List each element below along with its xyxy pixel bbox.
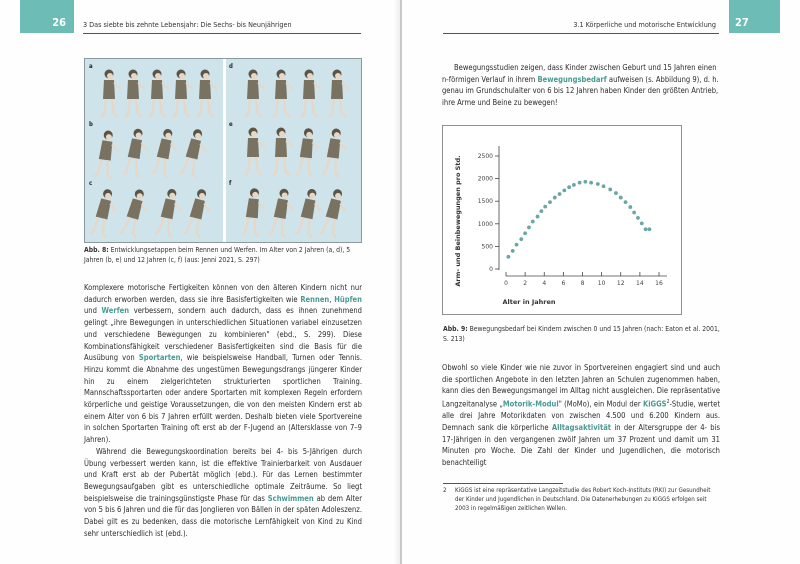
figure-9-chart bbox=[442, 125, 682, 315]
y-axis-label: Arm- und Beinbewegungen pro Std. bbox=[454, 155, 462, 287]
text-run: , wie beispielsweise Handball, Turnen oder Tennis. Hinzu kommt die Abnahme des ungestümen Bewegungsdrangs jüngerer Kinder hin zu einem zielgerichteten strukturierten sportlichen Training. Mannschaftssportarten oder andere Sportarten mit komplexen Regeln erfordern körperliche und geistige Voraussetzungen, die von den meisten Kindern erst ab einem Alter von 6 bis 7 Jahren erfüllt werden. Deshalb bieten viele Sportvereine in solchen Sportarten Training oft erst ab der F-Jugend an (Altersklasse von 7–9 Jahren). bbox=[84, 353, 362, 445]
svg-text:12: 12 bbox=[616, 280, 625, 287]
text-run: ab dem Alter von 5 bis 6 Jahren und die für das Jonglieren von Bällen in der späten Adoleszenz. Dabei gilt es zu bedenken, dass die motorische Lernfähigkeit von Kind zu Kind sehr unterschiedlich ist (ebd.). bbox=[84, 493, 362, 538]
text-run: Komplexere motorische Fertigkeiten können von den älteren Kindern nicht nur dadurch erworben werden, dass sie ihre Basisfertigkeiten wie bbox=[84, 283, 362, 304]
figure-8-caption bbox=[84, 245, 364, 265]
paragraph bbox=[442, 62, 720, 109]
footnote-marker: 2 bbox=[666, 399, 670, 406]
left-body-text bbox=[84, 282, 362, 539]
text-run: und bbox=[84, 306, 102, 316]
footnote-text: KiGGS ist eine repräsentative Langzeitstudie des Robert Koch-Instituts (RKI) zur Gesundheit der Kinder und Jugendlichen in Deutschland. Die Datenerhebungen zu KiGGS erfolgen seit 2003 in regelmäßigen zeitlichen Wellen. bbox=[455, 487, 711, 512]
text-run: , bbox=[329, 294, 335, 304]
svg-text:10: 10 bbox=[597, 280, 606, 287]
svg-text:6: 6 bbox=[561, 280, 566, 287]
text-run: -Studie, wertet alle drei Jahre Motorikdaten von zwischen 4.500 und 6.200 Kindern aus. Demnach sank die körperliche bbox=[442, 399, 721, 433]
keyword-kiggs: KiGGS bbox=[642, 399, 667, 409]
keyword-rennen: Rennen bbox=[300, 294, 330, 304]
text-run: in der Altersgruppe der 4- bis 17-Jährigen in den vergangenen zwölf Jahren um 37 Prozent und damit um 31 Minuten pro Woche. Die Zahl der Kinder und Jugendlichen, die motorisch benachteiligt bbox=[442, 423, 720, 468]
caption-text: Entwicklungsetappen beim Rennen und Werfen. Im Alter von 2 Jahren (a, d), 5 Jahren (b, e) und 12 Jahren (c, f) (aus: Jenni 2021, S. 297) bbox=[84, 246, 351, 264]
panel-label-d: d bbox=[229, 63, 233, 70]
paragraph bbox=[84, 446, 362, 540]
footnote-rule bbox=[443, 483, 563, 484]
keyword-motorik-modul: Motorik-Modul bbox=[502, 399, 559, 409]
svg-text:0: 0 bbox=[504, 280, 508, 287]
right-intro-text bbox=[442, 62, 720, 109]
x-axis-label: Alter in Jahren bbox=[502, 298, 556, 306]
svg-text:2500: 2500 bbox=[477, 153, 493, 160]
keyword-sportarten: Sportarten bbox=[138, 353, 181, 363]
right-body-text bbox=[442, 362, 720, 469]
page-number: 27 bbox=[735, 16, 749, 29]
footnote bbox=[443, 486, 721, 513]
book-gutter bbox=[400, 0, 402, 564]
text-run: aufweisen (s. Abbildung 9), d. h. genau im Grundschulalter von 6 bis 12 Jahren haben Kinder den größten Antrieb, ihre Arme und Beine zu bewegen! bbox=[442, 74, 719, 108]
svg-text:1000: 1000 bbox=[477, 220, 493, 228]
header-rule-right bbox=[443, 33, 719, 34]
keyword-bewegungsbedarf: Bewegungsbedarf bbox=[537, 74, 607, 84]
figure-9-caption bbox=[443, 324, 723, 344]
panel-label-a: a bbox=[89, 63, 93, 70]
panel-label-b: b bbox=[89, 121, 93, 128]
paragraph bbox=[442, 362, 720, 469]
panel-label-c: c bbox=[89, 180, 93, 187]
running-head-right: 3.1 Körperliche und motorische Entwicklung bbox=[573, 20, 716, 29]
caption-label: Abb. 8: bbox=[84, 246, 109, 254]
text-run: Obwohl so viele Kinder wie nie zuvor in Sportvereinen engagiert sind und auch die sportlichen Angebote in den letzten Jahren an Schulen zugenommen haben, kann dies den Bewegungsmangel im Alltag nicht ausgleichen. Die repräsentative Langzeitanalyse „ bbox=[442, 363, 720, 409]
page-number-tab-left bbox=[20, 0, 74, 33]
scatter-plot bbox=[443, 126, 683, 316]
page-number: 26 bbox=[52, 16, 66, 29]
keyword-schwimmen: Schwimmen bbox=[267, 493, 314, 503]
svg-text:8: 8 bbox=[580, 280, 585, 287]
svg-text:0: 0 bbox=[489, 266, 493, 273]
paragraph bbox=[84, 282, 362, 446]
panel-label-e: e bbox=[229, 121, 233, 128]
svg-text:2000: 2000 bbox=[477, 175, 493, 183]
panel-label-f: f bbox=[229, 180, 232, 187]
footnote-number: 2 bbox=[443, 487, 447, 494]
keyword-werfen: Werfen bbox=[101, 306, 130, 316]
caption-label: Abb. 9: bbox=[443, 325, 468, 333]
svg-text:16: 16 bbox=[655, 280, 663, 287]
figure-divider bbox=[223, 59, 226, 242]
text-run: Bewegungsstudien zeigen, dass Kinder zwischen Geburt und 15 Jahren einen n-förmigen Verlauf in ihrem bbox=[442, 63, 717, 84]
page-number-tab-right bbox=[729, 0, 780, 33]
keyword-huepfen: Hüpfen bbox=[334, 294, 362, 304]
svg-text:2: 2 bbox=[523, 280, 528, 287]
svg-text:4: 4 bbox=[542, 280, 547, 287]
header-rule-left bbox=[83, 33, 361, 34]
svg-text:14: 14 bbox=[636, 280, 644, 287]
text-run: Während die Bewegungskoordination bereits bei 4- bis 5-Jährigen durch Übung verbessert werden kann, ist die effektive Trainierbarkeit von Ausdauer und Kraft erst ab der Pubertät möglich (ebd.). Für das Lernen bestimmter Bewegungsaufgaben gibt es unterschiedliche optimale Zeiträume. So liegt beispielsweise die trainingsgünstigste Phase für das bbox=[84, 446, 362, 503]
running-head-left: 3 Das siebte bis zehnte Lebensjahr: Die Sechs- bis Neunjährigen bbox=[83, 20, 292, 29]
keyword-alltagsaktivitaet: Alltagsaktivität bbox=[551, 423, 612, 433]
text-run: verbessern, sondern auch dadurch, dass es ihnen zunehmend gelingt „ihre Bewegungen in unterschiedlichen Situationen variabel einzusetzen und verschiedene Bewegungen zu kombinieren" (ebd., S. 299). Diese Kombinationsfähigkeit verschiedener Basisfertigkeiten sind die Basis für die Ausübung von bbox=[84, 306, 362, 363]
text-run: " (MoMo), ein Modul der bbox=[558, 399, 643, 409]
svg-text:1500: 1500 bbox=[477, 198, 493, 206]
figure-8-illustration bbox=[84, 58, 362, 243]
svg-text:500: 500 bbox=[481, 243, 493, 251]
caption-text: Bewegungsbedarf bei Kindern zwischen 0 und 15 Jahren (nach: Eaton et al. 2001, S. 213) bbox=[443, 325, 720, 343]
